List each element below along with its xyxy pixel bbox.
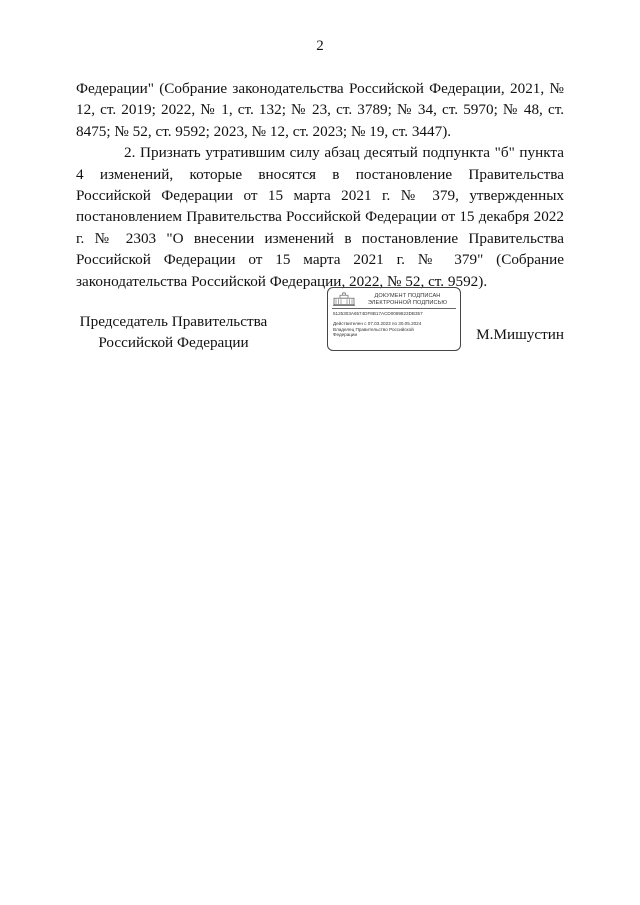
stamp-heading <box>358 293 457 307</box>
signer-name: М.Мишустин <box>476 326 564 343</box>
government-building-icon <box>333 292 355 306</box>
signer-position-line-2: Российской Федерации <box>98 334 249 351</box>
continuation-paragraph: Федерации" (Собрание законодательства Российской Федерации, 2021, № 12, ст. 2019; 2022, № 1, ст. 132; № 23, ст. 3789; № 34, ст. 5970; № 48, ст. 8475; № 52, ст. 9592; 2023, № 12, ст. 2023; № 19, ст. 3447). <box>76 80 564 140</box>
document-body <box>76 78 564 292</box>
page-number: 2 <box>316 38 324 54</box>
signer-position-line-1: Председатель Правительства <box>79 313 268 330</box>
clause-2-paragraph: 2. Признать утратившим силу абзац десятый подпункта "б" пункта 4 изменений, которые вносятся в постановление Правительства Российской Федерации от 15 марта 2021 г. № 379, утвержденных постановлением Правительства Российской Федерации от 15 декабря 2022 г. № 2303 "О внесении изменений в постановление Правительства Российской Федерации от 15 марта 2021 г. № 379" (Собрание законодательства Российской Федерации, 2022, № 52, ст. 9592). <box>76 144 564 290</box>
stamp-divider <box>332 308 456 309</box>
stamp-heading-line-1: ДОКУМЕНТ ПОДПИСАН <box>374 293 441 299</box>
stamp-certificate-number: 5125303A6574DF8B17ACD0089823DB357 <box>333 311 423 316</box>
signer-position <box>76 311 271 353</box>
stamp-owner-continued: Федерации <box>333 332 358 338</box>
electronic-signature-stamp <box>327 287 461 351</box>
stamp-heading-line-2: ЭЛЕКТРОННОЙ ПОДПИСЬЮ <box>367 300 448 306</box>
stamp-owner: Владелец Правительство Российской <box>333 326 414 332</box>
stamp-validity: Действителен с 07.03.2023 по 30.05.2024 <box>333 321 422 326</box>
